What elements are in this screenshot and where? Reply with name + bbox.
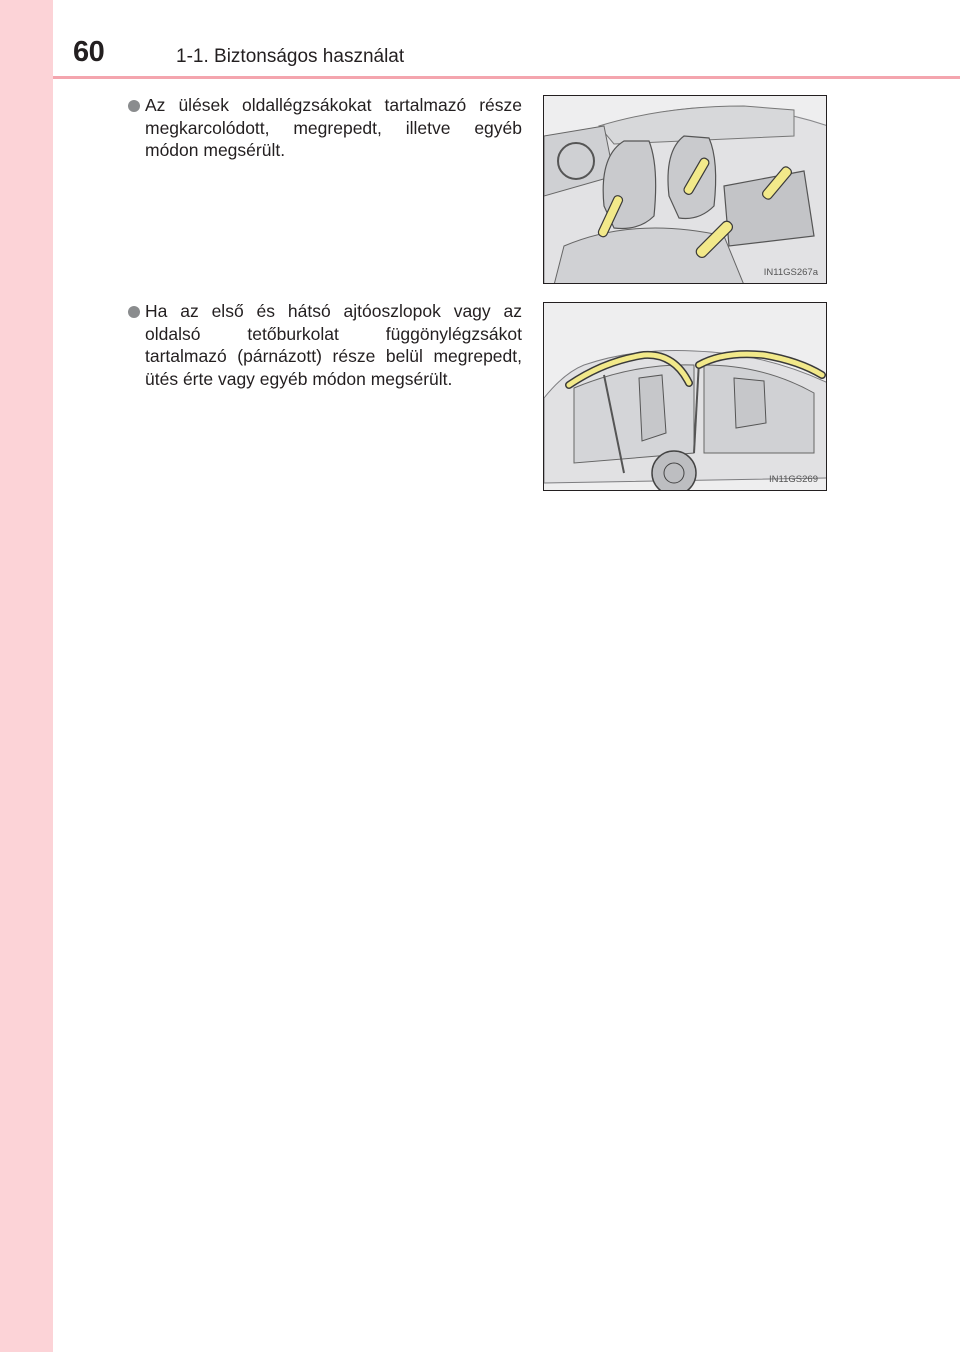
bullet-icon (128, 306, 140, 318)
car-side-curtain-drawing (544, 303, 827, 491)
bullet-icon (128, 100, 140, 112)
figure-code: IN11GS267a (763, 267, 818, 278)
seat-airbag-illustration (543, 95, 827, 284)
header-rule (53, 76, 960, 79)
page-number: 60 (73, 36, 105, 68)
car-interior-seats-drawing (544, 96, 827, 284)
list-item (128, 94, 522, 162)
list-item-text: Ha az első és hátsó ajtóoszlopok vagy az oldalsó tetőburkolat függönylégzsákot tartalmazó (párnázott) része belül megrepedt, ütés érte vagy egyéb módon megsérült. (145, 301, 522, 389)
figure-code: IN11GS269 (769, 474, 818, 485)
section-title: 1-1. Biztonságos használat (176, 46, 405, 67)
page-side-tab (0, 0, 53, 1352)
list-item-text: Az ülések oldallégzsákokat tartalmazó része megkarcolódott, megrepedt, illetve egyéb módon megsérült. (145, 95, 522, 160)
list-item (128, 300, 522, 390)
curtain-airbag-illustration (543, 302, 827, 491)
